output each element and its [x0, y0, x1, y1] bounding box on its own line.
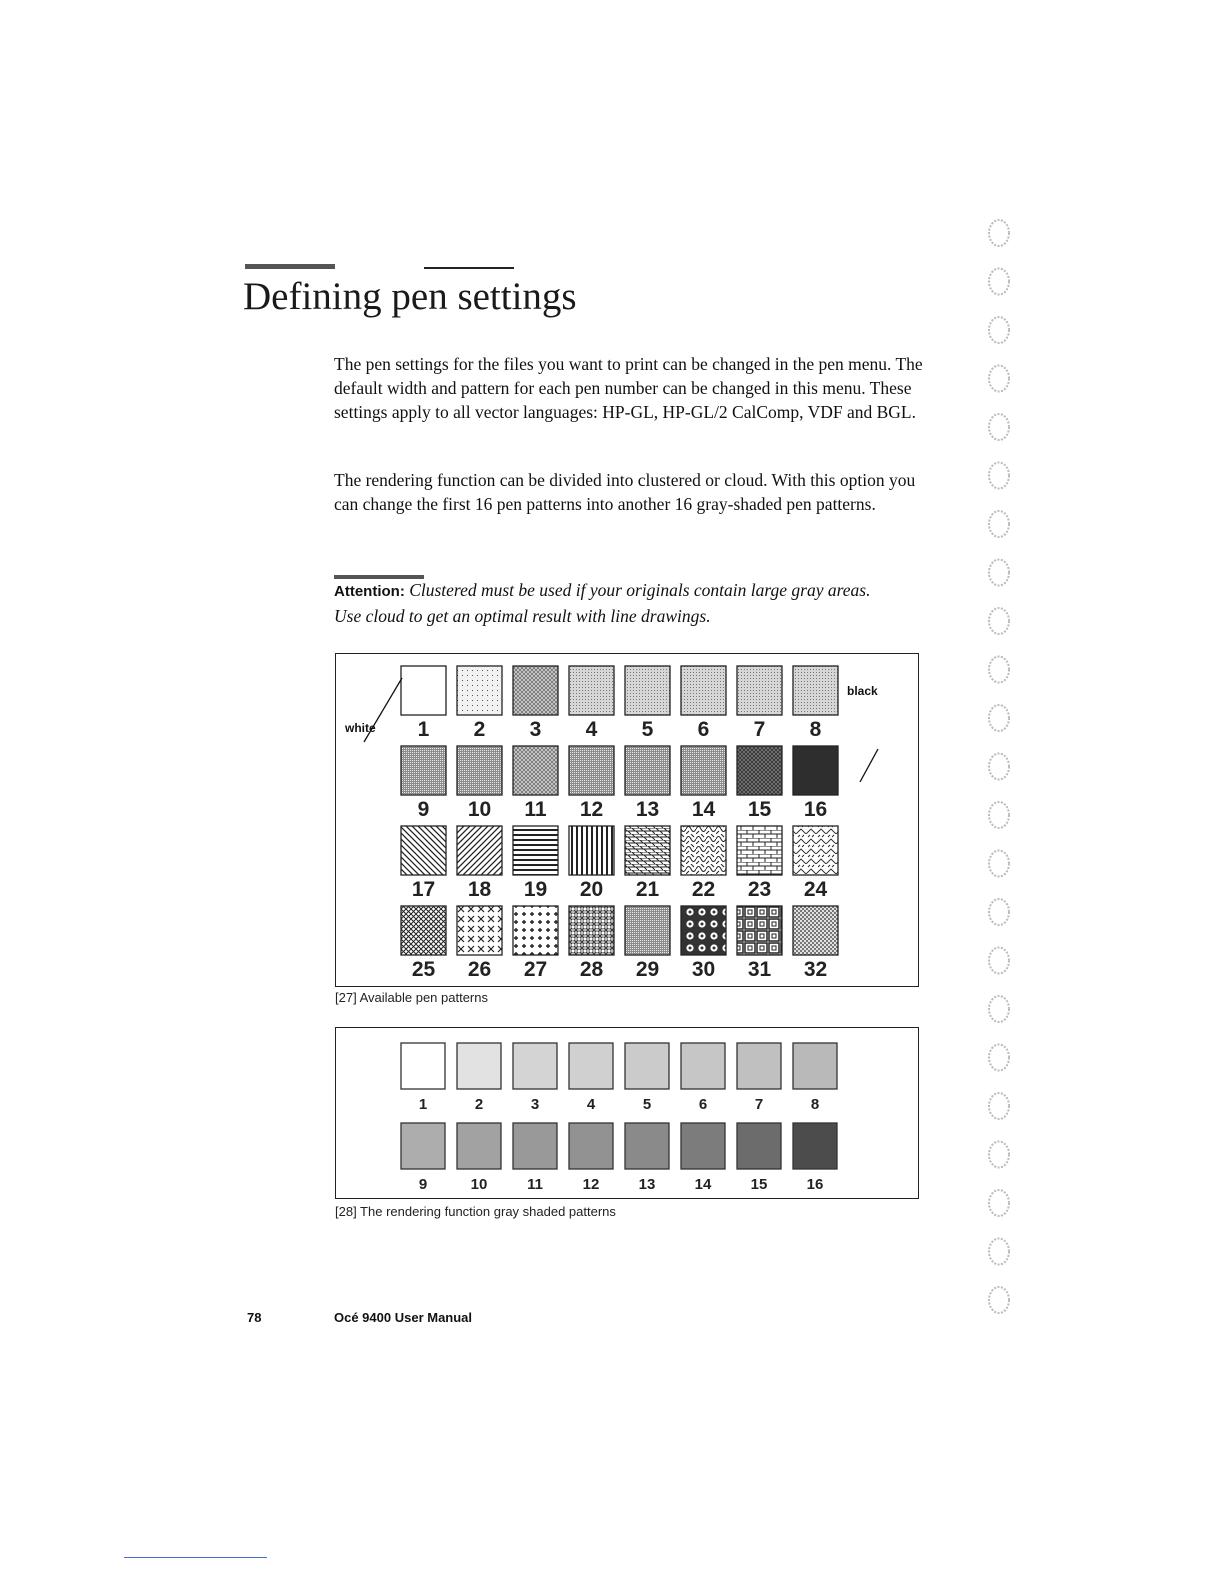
binding-hole — [989, 1093, 1009, 1119]
gray-swatch-12 — [569, 1123, 613, 1169]
gray-swatch-13 — [625, 1123, 669, 1169]
pattern-swatch-8 — [793, 666, 838, 715]
pattern-number-2: 2 — [473, 718, 486, 741]
gray-swatch-15 — [737, 1123, 781, 1169]
pattern-number-22: 22 — [691, 878, 716, 901]
pattern-number-28: 28 — [579, 958, 604, 981]
pattern-swatch-24 — [793, 826, 838, 875]
pattern-number-23: 23 — [747, 878, 772, 901]
pattern-number-29: 29 — [635, 958, 660, 981]
pen-patterns-figure — [335, 653, 919, 987]
pattern-swatch-26 — [457, 906, 502, 955]
pattern-swatch-7 — [737, 666, 782, 715]
pattern-swatch-10 — [457, 746, 502, 795]
pattern-swatch-4 — [569, 666, 614, 715]
pattern-swatch-9 — [401, 746, 446, 795]
gray-swatch-3 — [513, 1043, 557, 1089]
pattern-number-25: 25 — [411, 958, 436, 981]
pattern-swatch-28 — [569, 906, 614, 955]
pattern-swatch-12 — [569, 746, 614, 795]
gray-swatch-5 — [625, 1043, 669, 1089]
pattern-number-19: 19 — [523, 878, 548, 901]
black-pointer-line — [860, 749, 878, 782]
binding-hole — [989, 754, 1009, 780]
gray-number-14: 14 — [694, 1176, 712, 1193]
pattern-number-16: 16 — [803, 798, 828, 821]
gray-number-12: 12 — [582, 1176, 600, 1193]
attention-label: Attention: — [334, 583, 405, 600]
attention-note — [334, 578, 894, 628]
binding-hole — [989, 657, 1009, 683]
gray-number-3: 3 — [530, 1096, 540, 1113]
pattern-swatch-25 — [401, 906, 446, 955]
pattern-number-14: 14 — [691, 798, 716, 821]
binding-hole — [989, 366, 1009, 392]
gray-number-9: 9 — [418, 1176, 428, 1193]
binding-hole — [989, 899, 1009, 925]
pattern-number-8: 8 — [809, 718, 822, 741]
pattern-swatch-32 — [793, 906, 838, 955]
binding-hole — [989, 996, 1009, 1022]
pattern-swatch-13 — [625, 746, 670, 795]
pattern-swatch-15 — [737, 746, 782, 795]
gray-swatch-1 — [401, 1043, 445, 1089]
gray-swatch-6 — [681, 1043, 725, 1089]
intro-paragraph: The pen settings for the files you want to print can be changed in the pen menu. The default width and pattern for each pen number can be changed in this menu. These settings apply to all vector languages: HP-GL, HP-GL/2 CalComp, VDF and BGL. — [334, 354, 923, 422]
gray-swatch-11 — [513, 1123, 557, 1169]
pattern-number-4: 4 — [585, 718, 598, 741]
page-number: 78 — [247, 1310, 262, 1325]
gray-swatch-9 — [401, 1123, 445, 1169]
pattern-number-9: 9 — [417, 798, 430, 821]
gray-number-4: 4 — [586, 1096, 596, 1113]
figure-28-caption: [28] The rendering function gray shaded patterns — [335, 1204, 616, 1219]
binding-hole — [989, 317, 1009, 343]
pattern-swatch-6 — [681, 666, 726, 715]
pattern-number-13: 13 — [635, 798, 660, 821]
binding-hole — [989, 1287, 1009, 1313]
pattern-number-27: 27 — [523, 958, 548, 981]
pen-patterns-grid — [336, 654, 918, 986]
attention-text: Clustered must be used if your originals contain large gray areas. Use cloud to get an optimal result with line drawings. — [334, 580, 871, 626]
pattern-number-31: 31 — [747, 958, 772, 981]
pattern-swatch-29 — [625, 906, 670, 955]
gray-number-11: 11 — [527, 1176, 543, 1193]
gray-shades-figure — [335, 1027, 919, 1199]
binding-hole — [989, 802, 1009, 828]
binding-hole — [989, 1190, 1009, 1216]
pattern-number-30: 30 — [691, 958, 716, 981]
pattern-swatch-19 — [513, 826, 558, 875]
pattern-number-32: 32 — [803, 958, 828, 981]
pattern-number-3: 3 — [529, 718, 542, 741]
pattern-swatch-1 — [401, 666, 446, 715]
pattern-number-11: 11 — [524, 798, 547, 821]
pattern-number-15: 15 — [747, 798, 772, 821]
pattern-swatch-16 — [793, 746, 838, 795]
gray-number-8: 8 — [810, 1096, 820, 1113]
gray-number-16: 16 — [806, 1176, 824, 1193]
gray-swatch-7 — [737, 1043, 781, 1089]
pattern-swatch-27 — [513, 906, 558, 955]
pattern-number-12: 12 — [579, 798, 604, 821]
pattern-swatch-18 — [457, 826, 502, 875]
gray-number-13: 13 — [638, 1176, 656, 1193]
pattern-swatch-5 — [625, 666, 670, 715]
pattern-number-10: 10 — [467, 798, 492, 821]
pattern-number-21: 21 — [635, 878, 660, 901]
pattern-swatch-22 — [681, 826, 726, 875]
gray-swatch-10 — [457, 1123, 501, 1169]
gray-number-7: 7 — [754, 1096, 764, 1113]
pattern-number-24: 24 — [803, 878, 828, 901]
pattern-swatch-11 — [513, 746, 558, 795]
gray-swatch-4 — [569, 1043, 613, 1089]
pattern-swatch-23 — [737, 826, 782, 875]
gray-swatch-14 — [681, 1123, 725, 1169]
pattern-number-7: 7 — [753, 718, 766, 741]
gray-number-6: 6 — [698, 1096, 708, 1113]
pattern-swatch-31 — [737, 906, 782, 955]
binding-hole — [989, 414, 1009, 440]
binding-hole — [989, 1045, 1009, 1071]
pattern-number-1: 1 — [417, 718, 430, 741]
black-label: black — [847, 684, 878, 698]
footer-title: Océ 9400 User Manual — [334, 1310, 473, 1325]
gray-shades-grid — [336, 1028, 918, 1198]
binding-hole — [989, 1142, 1009, 1168]
figure-27-caption: [27] Available pen patterns — [335, 990, 488, 1005]
gray-number-5: 5 — [642, 1096, 652, 1113]
gray-swatch-16 — [793, 1123, 837, 1169]
binding-hole — [989, 269, 1009, 295]
page-title: Defining pen settings — [243, 275, 577, 318]
binding-hole — [989, 851, 1009, 877]
binding-holes-decoration — [975, 215, 1025, 1365]
pattern-swatch-2 — [457, 666, 502, 715]
binding-hole — [989, 220, 1009, 246]
pattern-number-26: 26 — [467, 958, 492, 981]
binding-hole — [989, 560, 1009, 586]
gray-cells — [401, 1043, 837, 1193]
pattern-swatch-14 — [681, 746, 726, 795]
white-label: white — [345, 721, 376, 735]
heading-rule-heavy — [245, 264, 335, 269]
gray-number-10: 10 — [470, 1176, 488, 1193]
binding-hole — [989, 948, 1009, 974]
pattern-number-17: 17 — [411, 878, 436, 901]
bottom-divider — [124, 1557, 267, 1558]
gray-number-1: 1 — [418, 1096, 428, 1113]
binding-hole — [989, 608, 1009, 634]
pattern-cells — [401, 666, 838, 981]
pattern-swatch-3 — [513, 666, 558, 715]
gray-number-15: 15 — [750, 1176, 768, 1193]
pattern-swatch-20 — [569, 826, 614, 875]
gray-number-2: 2 — [474, 1096, 484, 1113]
pattern-swatch-21 — [625, 826, 670, 875]
pattern-swatch-30 — [681, 906, 726, 955]
gray-swatch-8 — [793, 1043, 837, 1089]
pattern-number-6: 6 — [697, 718, 710, 741]
binding-hole — [989, 705, 1009, 731]
rendering-paragraph: The rendering function can be divided into clustered or cloud. With this option you can change the first 16 pen patterns into another 16 gray-shaded pen patterns. — [334, 470, 916, 514]
pattern-number-5: 5 — [641, 718, 654, 741]
pattern-number-20: 20 — [579, 878, 604, 901]
pattern-number-18: 18 — [467, 878, 492, 901]
binding-hole — [989, 1239, 1009, 1265]
binding-hole — [989, 511, 1009, 537]
binding-hole — [989, 463, 1009, 489]
gray-swatch-2 — [457, 1043, 501, 1089]
heading-rule-thin — [424, 267, 514, 269]
pattern-swatch-17 — [401, 826, 446, 875]
